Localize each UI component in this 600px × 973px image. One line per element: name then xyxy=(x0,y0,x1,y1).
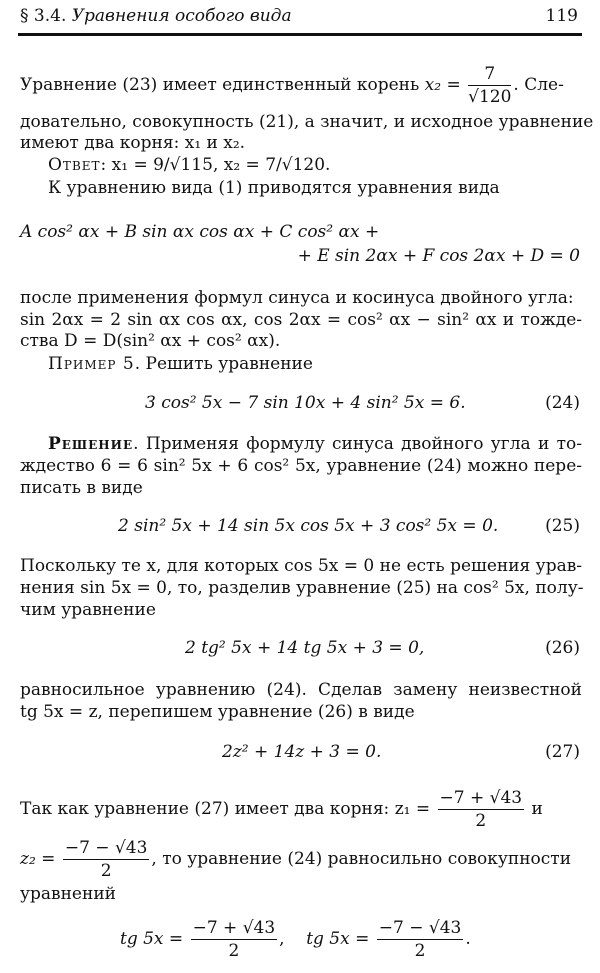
paragraph-line: К уравнению вида (1) приводятся уравнения вида xyxy=(48,178,500,198)
section-title: Уравнения особого вида xyxy=(71,6,292,26)
paragraph-line: после применения формул синуса и косинуса двойного угла: xyxy=(20,288,574,308)
general-equation-line1: A cos² αx + B sin αx cos αx + C cos² αx + xyxy=(20,222,380,242)
section-number: § 3.4. xyxy=(20,6,67,26)
paragraph-line: уравнений xyxy=(20,884,116,904)
answer-text: : x₁ = 9/√115, x₂ = 7/√120. xyxy=(100,155,331,175)
general-equation-line2: + E sin 2αx + F cos 2αx + D = 0 xyxy=(297,246,580,266)
paragraph-line: ства D = D(sin² αx + cos² αx). xyxy=(20,331,281,351)
example-label: Пример 5 xyxy=(48,354,135,374)
paragraph-line: нения sin 5x = 0, то, разделив уравнение (25) на cos² 5x, полу- xyxy=(20,578,584,598)
answer-line xyxy=(48,155,582,175)
fraction-z2: $\frac{-7 - √43}{2}$ xyxy=(64,838,148,881)
paragraph-roots-z1: Так как уравнение (27) имеет два корня: z₁ = $\frac{-7 + √43}{2}$ и xyxy=(20,788,543,831)
paragraph-line: чим уравнение xyxy=(20,600,156,620)
solution-label: Решение xyxy=(48,434,134,454)
paragraph-line: равносильное уравнению (24). Сделав замену неизвестной xyxy=(20,680,582,700)
paragraph-line: имеют два корня: x₁ и x₂. xyxy=(20,133,246,153)
final-equations: tg 5x = $\frac{-7 + √43}{2}$ , tg 5x = $\frac{-7 - √43}{2}$ . xyxy=(120,918,471,961)
paragraph-line: писать в виде xyxy=(20,478,143,498)
fraction-z1: $\frac{-7 + √43}{2}$ xyxy=(439,788,523,831)
paragraph-line: Поскольку те x, для которых cos 5x = 0 не есть решения урав- xyxy=(20,556,583,576)
paragraph-line: sin 2αx = 2 sin αx cos αx, cos 2αx = cos² αx − sin² αx и тожде- xyxy=(20,310,582,330)
equation-24: 3 cos² 5x − 7 sin 10x + 4 sin² 5x = 6. xyxy=(145,393,466,413)
paragraph-root-statement: Уравнение (23) имеет единственный корень x₂ = $\frac{7}{√120}$ . Сле- xyxy=(20,64,564,107)
paragraph-line: tg 5x = z, перепишем уравнение (26) в виде xyxy=(20,702,415,722)
fraction-final-2: $\frac{-7 - √43}{2}$ xyxy=(378,918,462,961)
example-line: Пример 5. Решить уравнение xyxy=(48,354,313,374)
equation-24-number: (24) xyxy=(545,393,580,413)
paragraph-line: довательно, совокупность (21), а значит, и исходное уравнение xyxy=(20,112,594,132)
paragraph-roots-z2: z₂ = $\frac{-7 - √43}{2}$ , то уравнение (24) равносильно совокупности xyxy=(20,838,572,881)
answer-label: Ответ xyxy=(48,155,101,175)
header-rule xyxy=(18,33,582,36)
running-header xyxy=(20,6,292,26)
solution-line: Решение. Применяя формулу синуса двойного угла и то- xyxy=(48,434,582,454)
equation-27-number: (27) xyxy=(545,742,580,762)
equation-26-number: (26) xyxy=(545,638,580,658)
equation-25-number: (25) xyxy=(545,516,580,536)
equation-27: 2z² + 14z + 3 = 0. xyxy=(222,742,382,762)
page-number: 119 xyxy=(545,6,578,26)
fraction-final-1: $\frac{-7 + √43}{2}$ xyxy=(192,918,276,961)
paragraph-line: ждество 6 = 6 sin² 5x + 6 cos² 5x, уравнение (24) можно пере- xyxy=(20,456,582,476)
equation-26: 2 tg² 5x + 14 tg 5x + 3 = 0, xyxy=(185,638,425,658)
equation-25: 2 sin² 5x + 14 sin 5x cos 5x + 3 cos² 5x = 0. xyxy=(118,516,499,536)
fraction-7-over-sqrt120: $\frac{7}{√120}$ xyxy=(468,64,512,107)
